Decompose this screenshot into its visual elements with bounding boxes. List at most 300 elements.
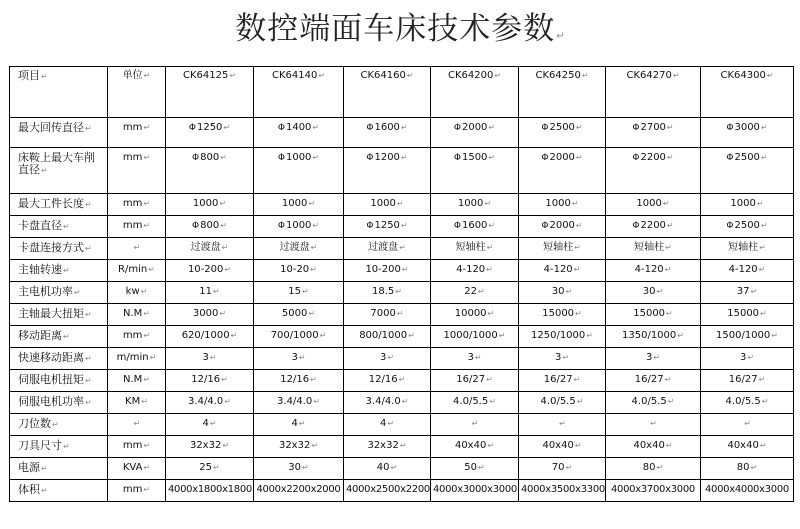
table-row xyxy=(10,260,794,282)
row-unit: kw xyxy=(125,286,140,297)
row-label: 刀具尺寸 xyxy=(18,439,62,452)
row-value-cell xyxy=(254,414,344,436)
paragraph-mark-icon: ↵ xyxy=(576,397,584,406)
row-label: 快速移动距离 xyxy=(18,351,84,364)
paragraph-mark-icon: ↵ xyxy=(143,309,150,318)
paragraph-mark-icon: ↵ xyxy=(487,309,495,318)
paragraph-mark-icon: ↵ xyxy=(85,244,92,253)
row-label-cell xyxy=(10,148,108,194)
row-label-cell xyxy=(10,216,108,238)
row-value: 15000 xyxy=(727,308,760,319)
model-name: CK64270 xyxy=(626,70,672,81)
paragraph-mark-icon: ↵ xyxy=(396,199,404,208)
paragraph-mark-icon: ↵ xyxy=(400,153,408,162)
table-row xyxy=(10,392,794,414)
paragraph-mark-icon: ↵ xyxy=(666,221,674,230)
paragraph-mark-icon: ↵ xyxy=(143,441,151,450)
row-value-cell xyxy=(519,260,606,282)
row-value: 1000 xyxy=(192,198,219,209)
header-model-cell xyxy=(701,67,794,118)
paragraph-mark-icon: ↵ xyxy=(559,419,566,428)
row-value-cell xyxy=(166,458,254,480)
row-value: 70 xyxy=(551,462,565,473)
row-value-cell xyxy=(254,436,344,458)
paragraph-mark-icon: ↵ xyxy=(213,463,220,472)
table-row xyxy=(10,238,794,260)
row-value: 37 xyxy=(736,286,750,297)
paragraph-mark-icon: ↵ xyxy=(761,397,769,406)
paragraph-mark-icon: ↵ xyxy=(85,124,92,133)
row-unit: R/min xyxy=(118,264,148,275)
paragraph-mark-icon: ↵ xyxy=(143,463,151,472)
row-value: 1350/1000 xyxy=(622,330,677,341)
row-value-cell xyxy=(166,370,254,392)
row-value: 1250 xyxy=(374,220,400,231)
row-value-cell xyxy=(166,260,254,282)
paragraph-mark-icon: ↵ xyxy=(41,464,48,473)
row-value: 32x32 xyxy=(278,440,311,451)
table-row xyxy=(10,414,794,436)
paragraph-mark-icon: ↵ xyxy=(63,442,70,451)
paragraph-mark-icon: ↵ xyxy=(656,463,664,472)
row-unit-cell xyxy=(108,238,166,260)
paragraph-mark-icon: ↵ xyxy=(760,309,767,318)
spec-table-body xyxy=(10,67,794,502)
row-value-cell xyxy=(431,436,519,458)
row-unit-cell xyxy=(108,118,166,148)
row-value-cell xyxy=(431,414,519,436)
paragraph-mark-icon: ↵ xyxy=(143,123,151,132)
row-value: 5000 xyxy=(281,308,308,319)
paragraph-mark-icon: ↵ xyxy=(653,353,661,362)
row-value-cell xyxy=(519,370,606,392)
row-value: 3 xyxy=(291,352,298,363)
paragraph-mark-icon: ↵ xyxy=(141,397,148,406)
header-unit-label: 单位 xyxy=(122,70,143,81)
paragraph-mark-icon: ↵ xyxy=(318,71,326,80)
model-name: CK64140 xyxy=(271,70,318,81)
row-value-cell xyxy=(519,304,606,326)
paragraph-mark-icon: ↵ xyxy=(229,71,237,80)
paragraph-mark-icon: ↵ xyxy=(398,375,406,384)
paragraph-mark-icon: ↵ xyxy=(484,199,492,208)
paragraph-mark-icon: ↵ xyxy=(395,287,402,296)
row-value: 40x40 xyxy=(727,440,759,451)
row-value: 800 xyxy=(200,152,220,163)
row-value: 过渡盘 xyxy=(190,242,221,253)
paragraph-mark-icon: ↵ xyxy=(665,441,673,450)
paragraph-mark-icon: ↵ xyxy=(387,353,395,362)
row-value: 4 xyxy=(291,418,298,429)
paragraph-mark-icon: ↵ xyxy=(220,153,227,162)
paragraph-mark-icon: ↵ xyxy=(224,397,231,406)
row-value-cell xyxy=(344,392,431,414)
row-value: 4 xyxy=(379,418,387,429)
header-model-cell xyxy=(431,67,519,118)
row-value-cell xyxy=(254,216,344,238)
diameter-symbol-icon: Φ xyxy=(726,221,734,231)
paragraph-mark-icon: ↵ xyxy=(750,287,758,296)
paragraph-mark-icon: ↵ xyxy=(760,153,768,162)
header-model-cell xyxy=(344,67,431,118)
paragraph-mark-icon: ↵ xyxy=(488,153,496,162)
row-unit: mm xyxy=(122,198,143,209)
model-name: CK64160 xyxy=(360,70,406,81)
row-value: 40x40 xyxy=(542,440,574,451)
row-value: 3000 xyxy=(192,308,219,319)
row-value-cell xyxy=(519,414,606,436)
spec-table xyxy=(9,66,794,502)
row-value: 4.0/5.5 xyxy=(725,396,761,407)
paragraph-mark-icon: ↵ xyxy=(219,199,227,208)
row-unit: KVA xyxy=(122,462,143,473)
row-label-cell xyxy=(10,194,108,216)
row-value-cell xyxy=(166,304,254,326)
paragraph-mark-icon: ↵ xyxy=(400,123,408,132)
paragraph-mark-icon: ↵ xyxy=(302,463,309,472)
paragraph-mark-icon: ↵ xyxy=(219,309,227,318)
row-value-cell xyxy=(166,436,254,458)
row-value: 10000 xyxy=(454,308,487,319)
header-model-cell xyxy=(166,67,254,118)
row-label-cell xyxy=(10,326,108,348)
paragraph-mark-icon: ↵ xyxy=(556,31,565,42)
row-value-cell xyxy=(701,304,794,326)
row-value: 4000x3000x3000 xyxy=(433,484,517,495)
row-value-cell xyxy=(344,260,431,282)
row-value: 1600 xyxy=(374,122,400,133)
row-value-cell xyxy=(166,326,254,348)
paragraph-mark-icon: ↵ xyxy=(223,123,231,132)
row-label: 电源 xyxy=(18,461,40,474)
row-label-cell xyxy=(10,304,108,326)
paragraph-mark-icon: ↵ xyxy=(310,265,317,274)
paragraph-mark-icon: ↵ xyxy=(571,199,579,208)
paragraph-mark-icon: ↵ xyxy=(759,441,767,450)
row-label: 卡盘连接方式 xyxy=(18,241,84,254)
row-unit-cell xyxy=(108,348,166,370)
row-value-cell xyxy=(701,370,794,392)
header-model-cell xyxy=(254,67,344,118)
paragraph-mark-icon: ↵ xyxy=(143,71,151,80)
paragraph-mark-icon: ↵ xyxy=(311,441,319,450)
row-value-cell xyxy=(344,326,431,348)
row-value: 1400 xyxy=(285,122,312,133)
row-value-cell xyxy=(254,238,344,260)
row-value: 16/27 xyxy=(456,374,486,385)
row-value: 1200 xyxy=(374,152,400,163)
row-value: 18.5 xyxy=(372,286,395,297)
row-unit: mm xyxy=(122,330,143,341)
paragraph-mark-icon: ↵ xyxy=(85,310,92,319)
row-label: 卡盘直径 xyxy=(18,219,62,232)
row-value-cell xyxy=(344,148,431,194)
row-value: 2000 xyxy=(549,220,575,231)
row-value: 80 xyxy=(642,462,656,473)
paragraph-mark-icon: ↵ xyxy=(220,221,227,230)
paragraph-mark-icon: ↵ xyxy=(744,419,751,428)
row-label: 主轴转速 xyxy=(18,263,62,276)
row-value: 4000x4000x3000 xyxy=(705,484,789,495)
row-unit: mm xyxy=(122,440,143,451)
paragraph-mark-icon: ↵ xyxy=(41,486,48,495)
row-value-cell xyxy=(606,238,701,260)
paragraph-mark-icon: ↵ xyxy=(478,287,485,296)
diameter-symbol-icon: Φ xyxy=(726,153,734,163)
diameter-symbol-icon: Φ xyxy=(726,123,734,133)
row-value-cell xyxy=(519,194,606,216)
table-row xyxy=(10,326,794,348)
row-value: 10-200 xyxy=(187,264,224,275)
row-unit-cell xyxy=(108,414,166,436)
row-value-cell xyxy=(606,304,701,326)
row-value-cell xyxy=(344,282,431,304)
row-value-cell xyxy=(431,238,519,260)
row-value: 32x32 xyxy=(367,440,399,451)
row-value: 1000/1000 xyxy=(443,330,498,341)
row-value-cell xyxy=(431,326,519,348)
paragraph-mark-icon: ↵ xyxy=(565,287,573,296)
row-label: 主电机功率 xyxy=(18,285,73,298)
paragraph-mark-icon: ↵ xyxy=(143,221,151,230)
row-label-cell xyxy=(10,260,108,282)
table-row xyxy=(10,480,794,502)
row-value-cell xyxy=(606,480,701,502)
row-unit: KM xyxy=(125,396,141,407)
row-value: 3.4/4.0 xyxy=(365,396,401,407)
row-value-cell xyxy=(606,458,701,480)
row-value-cell xyxy=(254,348,344,370)
paragraph-mark-icon: ↵ xyxy=(756,199,764,208)
row-value: 4 xyxy=(202,418,209,429)
row-unit-cell xyxy=(108,480,166,502)
row-value-cell xyxy=(701,194,794,216)
diameter-symbol-icon: Φ xyxy=(541,221,549,231)
row-value-cell xyxy=(344,458,431,480)
row-value-cell xyxy=(431,260,519,282)
row-label: 主轴最大扭矩 xyxy=(18,307,84,320)
row-value-cell xyxy=(519,436,606,458)
paragraph-mark-icon: ↵ xyxy=(133,243,141,252)
row-value: 4-120 xyxy=(728,264,758,275)
diameter-symbol-icon: Φ xyxy=(632,221,640,231)
row-value: 4000x3500x3300 xyxy=(521,484,605,495)
row-value-cell xyxy=(166,348,254,370)
row-value: 2700 xyxy=(640,122,666,133)
row-value: 4000x3700x3000 xyxy=(611,484,695,495)
paragraph-mark-icon: ↵ xyxy=(85,398,92,407)
row-value: 3 xyxy=(739,352,747,363)
row-value: 1000 xyxy=(457,198,484,209)
paragraph-mark-icon: ↵ xyxy=(143,199,151,208)
paragraph-mark-icon: ↵ xyxy=(221,243,229,252)
row-value-cell xyxy=(431,148,519,194)
paragraph-mark-icon: ↵ xyxy=(213,287,220,296)
row-value: 700/1000 xyxy=(270,330,319,341)
paragraph-mark-icon: ↵ xyxy=(575,123,583,132)
row-value: 16/27 xyxy=(543,374,573,385)
paragraph-mark-icon: ↵ xyxy=(650,419,657,428)
row-unit-cell xyxy=(108,370,166,392)
paragraph-mark-icon: ↵ xyxy=(298,353,306,362)
row-value: 1000 xyxy=(370,198,396,209)
model-name: CK64125 xyxy=(182,70,229,81)
row-value: 40x40 xyxy=(454,440,487,451)
diameter-symbol-icon: Φ xyxy=(453,221,461,231)
row-label-cell xyxy=(10,480,108,502)
row-unit-cell xyxy=(108,194,166,216)
paragraph-mark-icon: ↵ xyxy=(387,419,395,428)
row-value: 620/1000 xyxy=(181,330,230,341)
row-unit-cell xyxy=(108,216,166,238)
table-header-row xyxy=(10,67,794,118)
row-value-cell xyxy=(431,458,519,480)
paragraph-mark-icon: ↵ xyxy=(312,153,320,162)
paragraph-mark-icon: ↵ xyxy=(565,463,573,472)
paragraph-mark-icon: ↵ xyxy=(310,243,318,252)
paragraph-mark-icon: ↵ xyxy=(573,265,581,274)
row-label-cell xyxy=(10,370,108,392)
page-title: 数控端面车床技术参数 xyxy=(235,11,556,47)
row-value-cell xyxy=(519,458,606,480)
row-unit-cell xyxy=(108,436,166,458)
row-unit-cell xyxy=(108,260,166,282)
paragraph-mark-icon: ↵ xyxy=(486,243,494,252)
paragraph-mark-icon: ↵ xyxy=(667,397,675,406)
row-value-cell xyxy=(254,370,344,392)
model-name: CK64200 xyxy=(447,70,494,81)
paragraph-mark-icon: ↵ xyxy=(63,266,70,275)
paragraph-mark-icon: ↵ xyxy=(401,397,409,406)
row-value-cell xyxy=(519,348,606,370)
row-unit-cell xyxy=(108,304,166,326)
row-value: 30 xyxy=(288,462,302,473)
row-value-cell xyxy=(606,148,701,194)
paragraph-mark-icon: ↵ xyxy=(664,375,672,384)
paragraph-mark-icon: ↵ xyxy=(399,441,407,450)
row-value: 800/1000 xyxy=(359,330,408,341)
paragraph-mark-icon: ↵ xyxy=(747,353,755,362)
paragraph-mark-icon: ↵ xyxy=(408,331,415,340)
diameter-symbol-icon: Φ xyxy=(366,221,374,231)
row-value-cell xyxy=(606,118,701,148)
paragraph-mark-icon: ↵ xyxy=(143,375,150,384)
row-value-cell xyxy=(344,304,431,326)
paragraph-mark-icon: ↵ xyxy=(298,419,306,428)
row-value-cell xyxy=(431,282,519,304)
header-model-cell xyxy=(606,67,701,118)
row-value: 过渡盘 xyxy=(279,242,310,253)
row-label-cell xyxy=(10,414,108,436)
paragraph-mark-icon: ↵ xyxy=(390,463,398,472)
model-name: CK64300 xyxy=(720,70,766,81)
diameter-symbol-icon: Φ xyxy=(192,153,200,163)
row-value-cell xyxy=(519,238,606,260)
table-row xyxy=(10,348,794,370)
paragraph-mark-icon: ↵ xyxy=(148,265,155,274)
row-value-cell xyxy=(606,436,701,458)
row-value: 3 xyxy=(554,352,562,363)
paragraph-mark-icon: ↵ xyxy=(224,265,232,274)
row-value: 2000 xyxy=(461,122,488,133)
paragraph-mark-icon: ↵ xyxy=(312,123,320,132)
table-row xyxy=(10,436,794,458)
header-item-label: 项目 xyxy=(18,69,40,82)
row-value: 10-20 xyxy=(280,264,310,275)
row-value-cell xyxy=(344,480,431,502)
table-row xyxy=(10,216,794,238)
row-value-cell xyxy=(166,238,254,260)
row-value-cell xyxy=(701,392,794,414)
row-value-cell xyxy=(431,348,519,370)
row-value: 2000 xyxy=(549,152,575,163)
row-unit-cell xyxy=(108,148,166,194)
row-unit-cell xyxy=(108,326,166,348)
row-value: 12/16 xyxy=(368,374,398,385)
diameter-symbol-icon: Φ xyxy=(453,153,461,163)
row-value: 3 xyxy=(467,352,474,363)
row-value: 4.0/5.5 xyxy=(453,396,489,407)
row-label: 最大工件长度 xyxy=(18,197,84,210)
row-value-cell xyxy=(701,414,794,436)
row-value: 3 xyxy=(645,352,653,363)
row-value-cell xyxy=(701,348,794,370)
row-value: 15000 xyxy=(633,308,666,319)
paragraph-mark-icon: ↵ xyxy=(664,265,672,274)
row-value: 3.4/4.0 xyxy=(277,396,313,407)
row-value-cell xyxy=(166,148,254,194)
paragraph-mark-icon: ↵ xyxy=(489,397,496,406)
row-value: 短轴柱 xyxy=(634,242,665,253)
paragraph-mark-icon: ↵ xyxy=(222,441,230,450)
row-value: 30 xyxy=(551,286,565,297)
row-value-cell xyxy=(519,326,606,348)
paragraph-mark-icon: ↵ xyxy=(498,331,506,340)
row-value-cell xyxy=(254,260,344,282)
row-value-cell xyxy=(254,304,344,326)
row-value: 4000x2500x2200 xyxy=(346,484,430,495)
row-value: 4000x1800x1800 xyxy=(168,484,252,495)
row-value: 12/16 xyxy=(191,374,221,385)
row-value: 1000 xyxy=(730,198,756,209)
paragraph-mark-icon: ↵ xyxy=(209,419,217,428)
row-value-cell xyxy=(344,348,431,370)
row-value-cell xyxy=(431,480,519,502)
row-value: 1000 xyxy=(281,198,308,209)
row-value: 2200 xyxy=(640,152,666,163)
row-value-cell xyxy=(344,414,431,436)
row-value: 3000 xyxy=(734,122,760,133)
row-value: 10-200 xyxy=(365,264,401,275)
row-value-cell xyxy=(254,326,344,348)
row-value-cell xyxy=(606,348,701,370)
row-unit: mm xyxy=(122,484,143,495)
paragraph-mark-icon: ↵ xyxy=(750,463,758,472)
row-value: 4-120 xyxy=(543,264,573,275)
row-value: 12/16 xyxy=(280,374,310,385)
row-value-cell xyxy=(344,194,431,216)
paragraph-mark-icon: ↵ xyxy=(63,332,70,341)
row-label: 床鞍上最大车削直径 xyxy=(18,151,95,176)
row-value-cell xyxy=(519,118,606,148)
model-name: CK64250 xyxy=(535,70,581,81)
paragraph-mark-icon: ↵ xyxy=(41,72,48,81)
paragraph-mark-icon: ↵ xyxy=(85,200,92,209)
paragraph-mark-icon: ↵ xyxy=(143,331,151,340)
row-value-cell xyxy=(519,480,606,502)
row-value-cell xyxy=(431,216,519,238)
row-value-cell xyxy=(254,148,344,194)
